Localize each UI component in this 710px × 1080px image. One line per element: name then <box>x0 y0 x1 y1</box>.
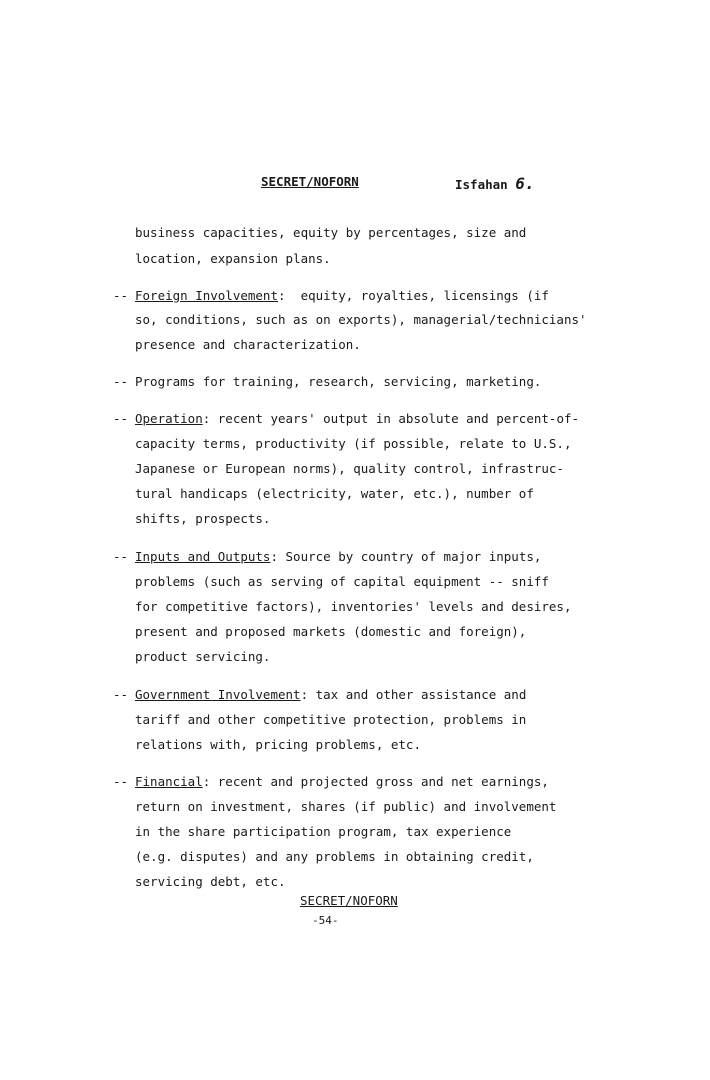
foreign-involvement-heading: Foreign Involvement <box>135 288 278 303</box>
operation-line-4: tural handicaps (electricity, water, etc.), number of <box>135 486 534 501</box>
financial-line-1 <box>135 775 549 789</box>
operation-text: : recent years' output in absolute and percent-of- <box>202 411 580 426</box>
foreign-involvement-line-3: presence and characterization. <box>135 337 361 352</box>
foreign-involvement-line-2: so, conditions, such as on exports), managerial/technicians' <box>135 312 587 327</box>
financial-line-4: (e.g. disputes) and any problems in obtaining credit, <box>135 849 534 864</box>
government-involvement-line-2: tariff and other competitive protection, problems in <box>135 712 527 727</box>
financial-heading: Financial <box>135 774 203 789</box>
bullet-dash: -- <box>113 288 129 303</box>
inputs-outputs-line-2: problems (such as serving of capital equipment -- sniff <box>135 574 549 589</box>
header-section <box>455 174 534 193</box>
government-involvement-heading: Government Involvement <box>135 687 301 702</box>
financial-line-2: return on investment, shares (if public) and involvement <box>135 799 557 814</box>
financial-line-5: servicing debt, etc. <box>135 874 286 889</box>
foreign-involvement-line-1 <box>135 289 549 303</box>
inputs-outputs-line-5: product servicing. <box>135 649 271 664</box>
government-involvement-line-1 <box>135 688 526 702</box>
header-section-title: Isfahan <box>455 177 508 192</box>
bullet-dash: -- <box>113 549 129 564</box>
inputs-outputs-line-3: for competitive factors), inventories' levels and desires, <box>135 599 572 614</box>
bullet-dash: -- <box>113 687 129 702</box>
footer-classification: SECRET/NOFORN <box>300 893 398 908</box>
bullet-dash: -- <box>113 374 129 389</box>
operation-line-1 <box>135 412 579 426</box>
page-number: -54- <box>312 914 339 927</box>
programs-line-1: Programs for training, research, servicing, marketing. <box>135 374 542 389</box>
intro-line-2: location, expansion plans. <box>135 251 331 266</box>
financial-line-3: in the share participation program, tax experience <box>135 824 512 839</box>
bullet-dash: -- <box>113 774 129 789</box>
inputs-outputs-line-1 <box>135 550 541 564</box>
government-involvement-text: : tax and other assistance and <box>300 687 527 702</box>
header-classification: SECRET/NOFORN <box>261 174 359 189</box>
government-involvement-line-3: relations with, pricing problems, etc. <box>135 737 421 752</box>
foreign-involvement-text: : equity, royalties, licensings (if <box>278 288 549 303</box>
operation-line-5: shifts, prospects. <box>135 511 271 526</box>
operation-line-2: capacity terms, productivity (if possible, relate to U.S., <box>135 436 572 451</box>
header-section-mark: 6. <box>515 174 535 193</box>
inputs-outputs-heading: Inputs and Outputs <box>135 549 271 564</box>
operation-line-3: Japanese or European norms), quality control, infrastruc- <box>135 461 564 476</box>
intro-line-1: business capacities, equity by percentages, size and <box>135 225 527 240</box>
operation-heading: Operation <box>135 411 203 426</box>
bullet-dash: -- <box>113 411 129 426</box>
inputs-outputs-text: : Source by country of major inputs, <box>270 549 542 564</box>
financial-text: : recent and projected gross and net earnings, <box>202 774 549 789</box>
inputs-outputs-line-4: present and proposed markets (domestic and foreign), <box>135 624 527 639</box>
